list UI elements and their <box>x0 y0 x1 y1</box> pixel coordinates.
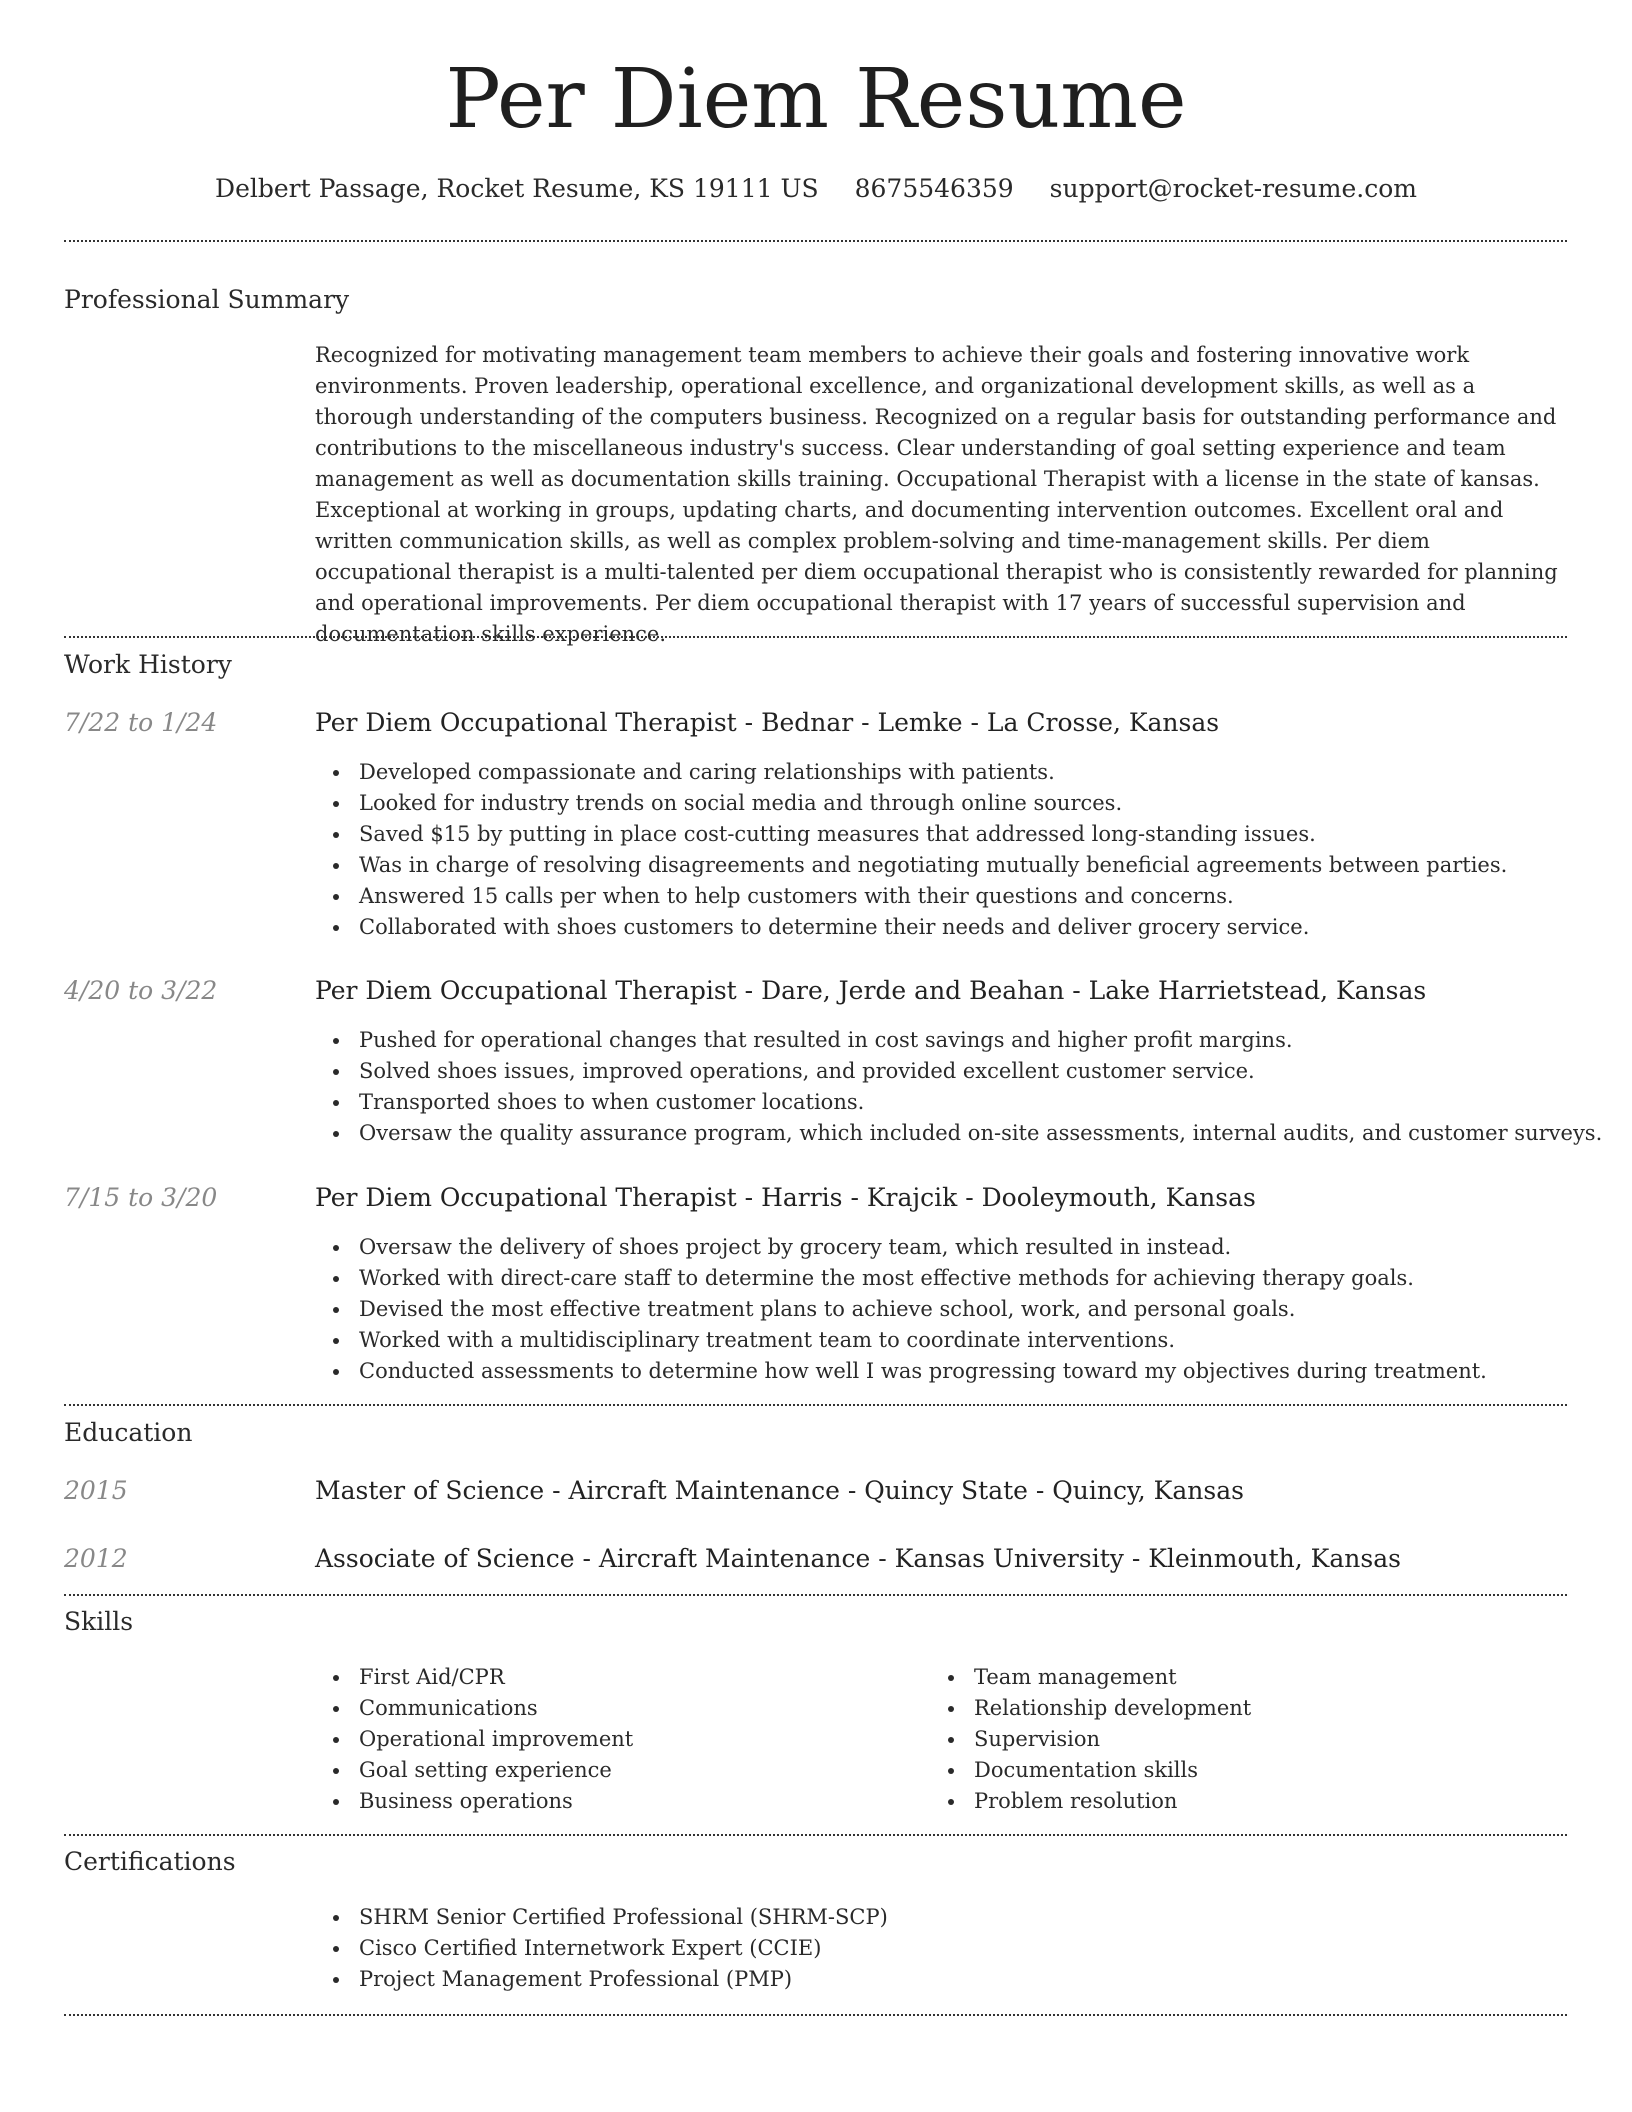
list-item: Solved shoes issues, improved operations, and provided excellent customer service. <box>315 1056 1570 1087</box>
list-item: Was in charge of resolving disagreements and negotiating mutually beneficial agreements between parties. <box>315 850 1570 881</box>
divider <box>64 1834 1567 1836</box>
divider <box>64 2014 1567 2016</box>
list-item: Worked with a multidisciplinary treatment team to coordinate interventions. <box>315 1325 1570 1356</box>
list-item: Team management <box>930 1662 1530 1693</box>
list-item: Transported shoes to when customer locations. <box>315 1087 1570 1118</box>
divider <box>64 1594 1567 1596</box>
section-heading-summary: Professional Summary <box>64 285 350 314</box>
list-item: Answered 15 calls per when to help customers with their questions and concerns. <box>315 881 1570 912</box>
list-item: Project Management Professional (PMP) <box>315 1964 1570 1995</box>
list-item: Relationship development <box>930 1693 1530 1724</box>
list-item: Saved $15 by putting in place cost-cutting measures that addressed long-standing issues. <box>315 819 1570 850</box>
education-degree: Master of Science - Aircraft Maintenance - Quincy State - Quincy, Kansas <box>315 1476 1244 1505</box>
list-item: Collaborated with shoes customers to determine their needs and deliver grocery service. <box>315 912 1570 943</box>
resume-title: Per Diem Resume <box>445 52 1187 147</box>
list-item: Supervision <box>930 1724 1530 1755</box>
list-item: Conducted assessments to determine how well I was progressing toward my objectives during treatment. <box>315 1356 1570 1387</box>
list-item: Cisco Certified Internetwork Expert (CCIE) <box>315 1933 1570 1964</box>
list-item: Developed compassionate and caring relationships with patients. <box>315 757 1570 788</box>
education-year: 2012 <box>64 1544 128 1573</box>
skills-list-left <box>315 1662 915 1817</box>
education-degree: Associate of Science - Aircraft Maintenance - Kansas University - Kleinmouth, Kansas <box>315 1544 1401 1573</box>
certifications-list <box>315 1902 1570 1995</box>
job-title: Per Diem Occupational Therapist - Bednar - Lemke - La Crosse, Kansas <box>315 708 1220 737</box>
list-item: Devised the most effective treatment plans to achieve school, work, and personal goals. <box>315 1294 1570 1325</box>
list-item: Communications <box>315 1693 915 1724</box>
list-item: Looked for industry trends on social media and through online sources. <box>315 788 1570 819</box>
list-item: Goal setting experience <box>315 1755 915 1786</box>
contact-line <box>0 172 1632 206</box>
list-item: Worked with direct-care staff to determine the most effective methods for achieving therapy goals. <box>315 1263 1570 1294</box>
divider <box>64 1404 1567 1406</box>
section-heading-skills: Skills <box>64 1607 134 1636</box>
list-item: Oversaw the quality assurance program, which included on-site assessments, internal audits, and customer surveys. <box>315 1118 1570 1149</box>
education-year: 2015 <box>64 1476 128 1505</box>
job-title: Per Diem Occupational Therapist - Harris - Krajcik - Dooleymouth, Kansas <box>315 1183 1256 1212</box>
job-dates: 4/20 to 3/22 <box>64 976 218 1005</box>
section-heading-certifications: Certifications <box>64 1847 236 1876</box>
list-item: Oversaw the delivery of shoes project by grocery team, which resulted in instead. <box>315 1232 1570 1263</box>
job-dates: 7/22 to 1/24 <box>64 708 218 737</box>
list-item: SHRM Senior Certified Professional (SHRM-SCP) <box>315 1902 1570 1933</box>
list-item: Pushed for operational changes that resulted in cost savings and higher profit margins. <box>315 1025 1570 1056</box>
job-title: Per Diem Occupational Therapist - Dare, Jerde and Beahan - Lake Harrietstead, Kansas <box>315 976 1427 1005</box>
contact-email: support@rocket-resume.com <box>1049 174 1417 203</box>
divider <box>64 636 1567 638</box>
list-item: Problem resolution <box>930 1786 1530 1817</box>
section-heading-education: Education <box>64 1418 193 1447</box>
list-item: Business operations <box>315 1786 915 1817</box>
skills-list-right <box>930 1662 1530 1817</box>
section-heading-work-history: Work History <box>64 650 232 679</box>
list-item: Operational improvement <box>315 1724 915 1755</box>
list-item: First Aid/CPR <box>315 1662 915 1693</box>
divider <box>64 240 1567 242</box>
contact-phone: 8675546359 <box>854 174 1014 203</box>
summary-text: Recognized for motivating management team members to achieve their goals and fostering innovative work environments. Proven leadership, operational excellence, and organizational development skills, as well as a thorough understanding of the computers business. Recognized on a regular basis for outstanding performance and contributions to the miscellaneous industry's success. Clear understanding of goal setting experience and team management as well as documentation skills training. Occupational Therapist with a license in the state of kansas. Exceptional at working in groups, updating charts, and documenting intervention outcomes. Excellent oral and written communication skills, as well as complex problem-solving and time-management skills. Per diem occupational therapist is a multi-talented per diem occupational therapist who is consistently rewarded for planning and operational improvements. Per diem occupational therapist with 17 years of successful supervision and documentation skills experience. <box>315 343 1558 646</box>
list-item: Documentation skills <box>930 1755 1530 1786</box>
job-bullets <box>315 757 1570 943</box>
job-dates: 7/15 to 3/20 <box>64 1183 218 1212</box>
contact-address: Delbert Passage, Rocket Resume, KS 19111 US <box>215 174 819 203</box>
job-bullets <box>315 1232 1570 1387</box>
job-bullets <box>315 1025 1603 1149</box>
